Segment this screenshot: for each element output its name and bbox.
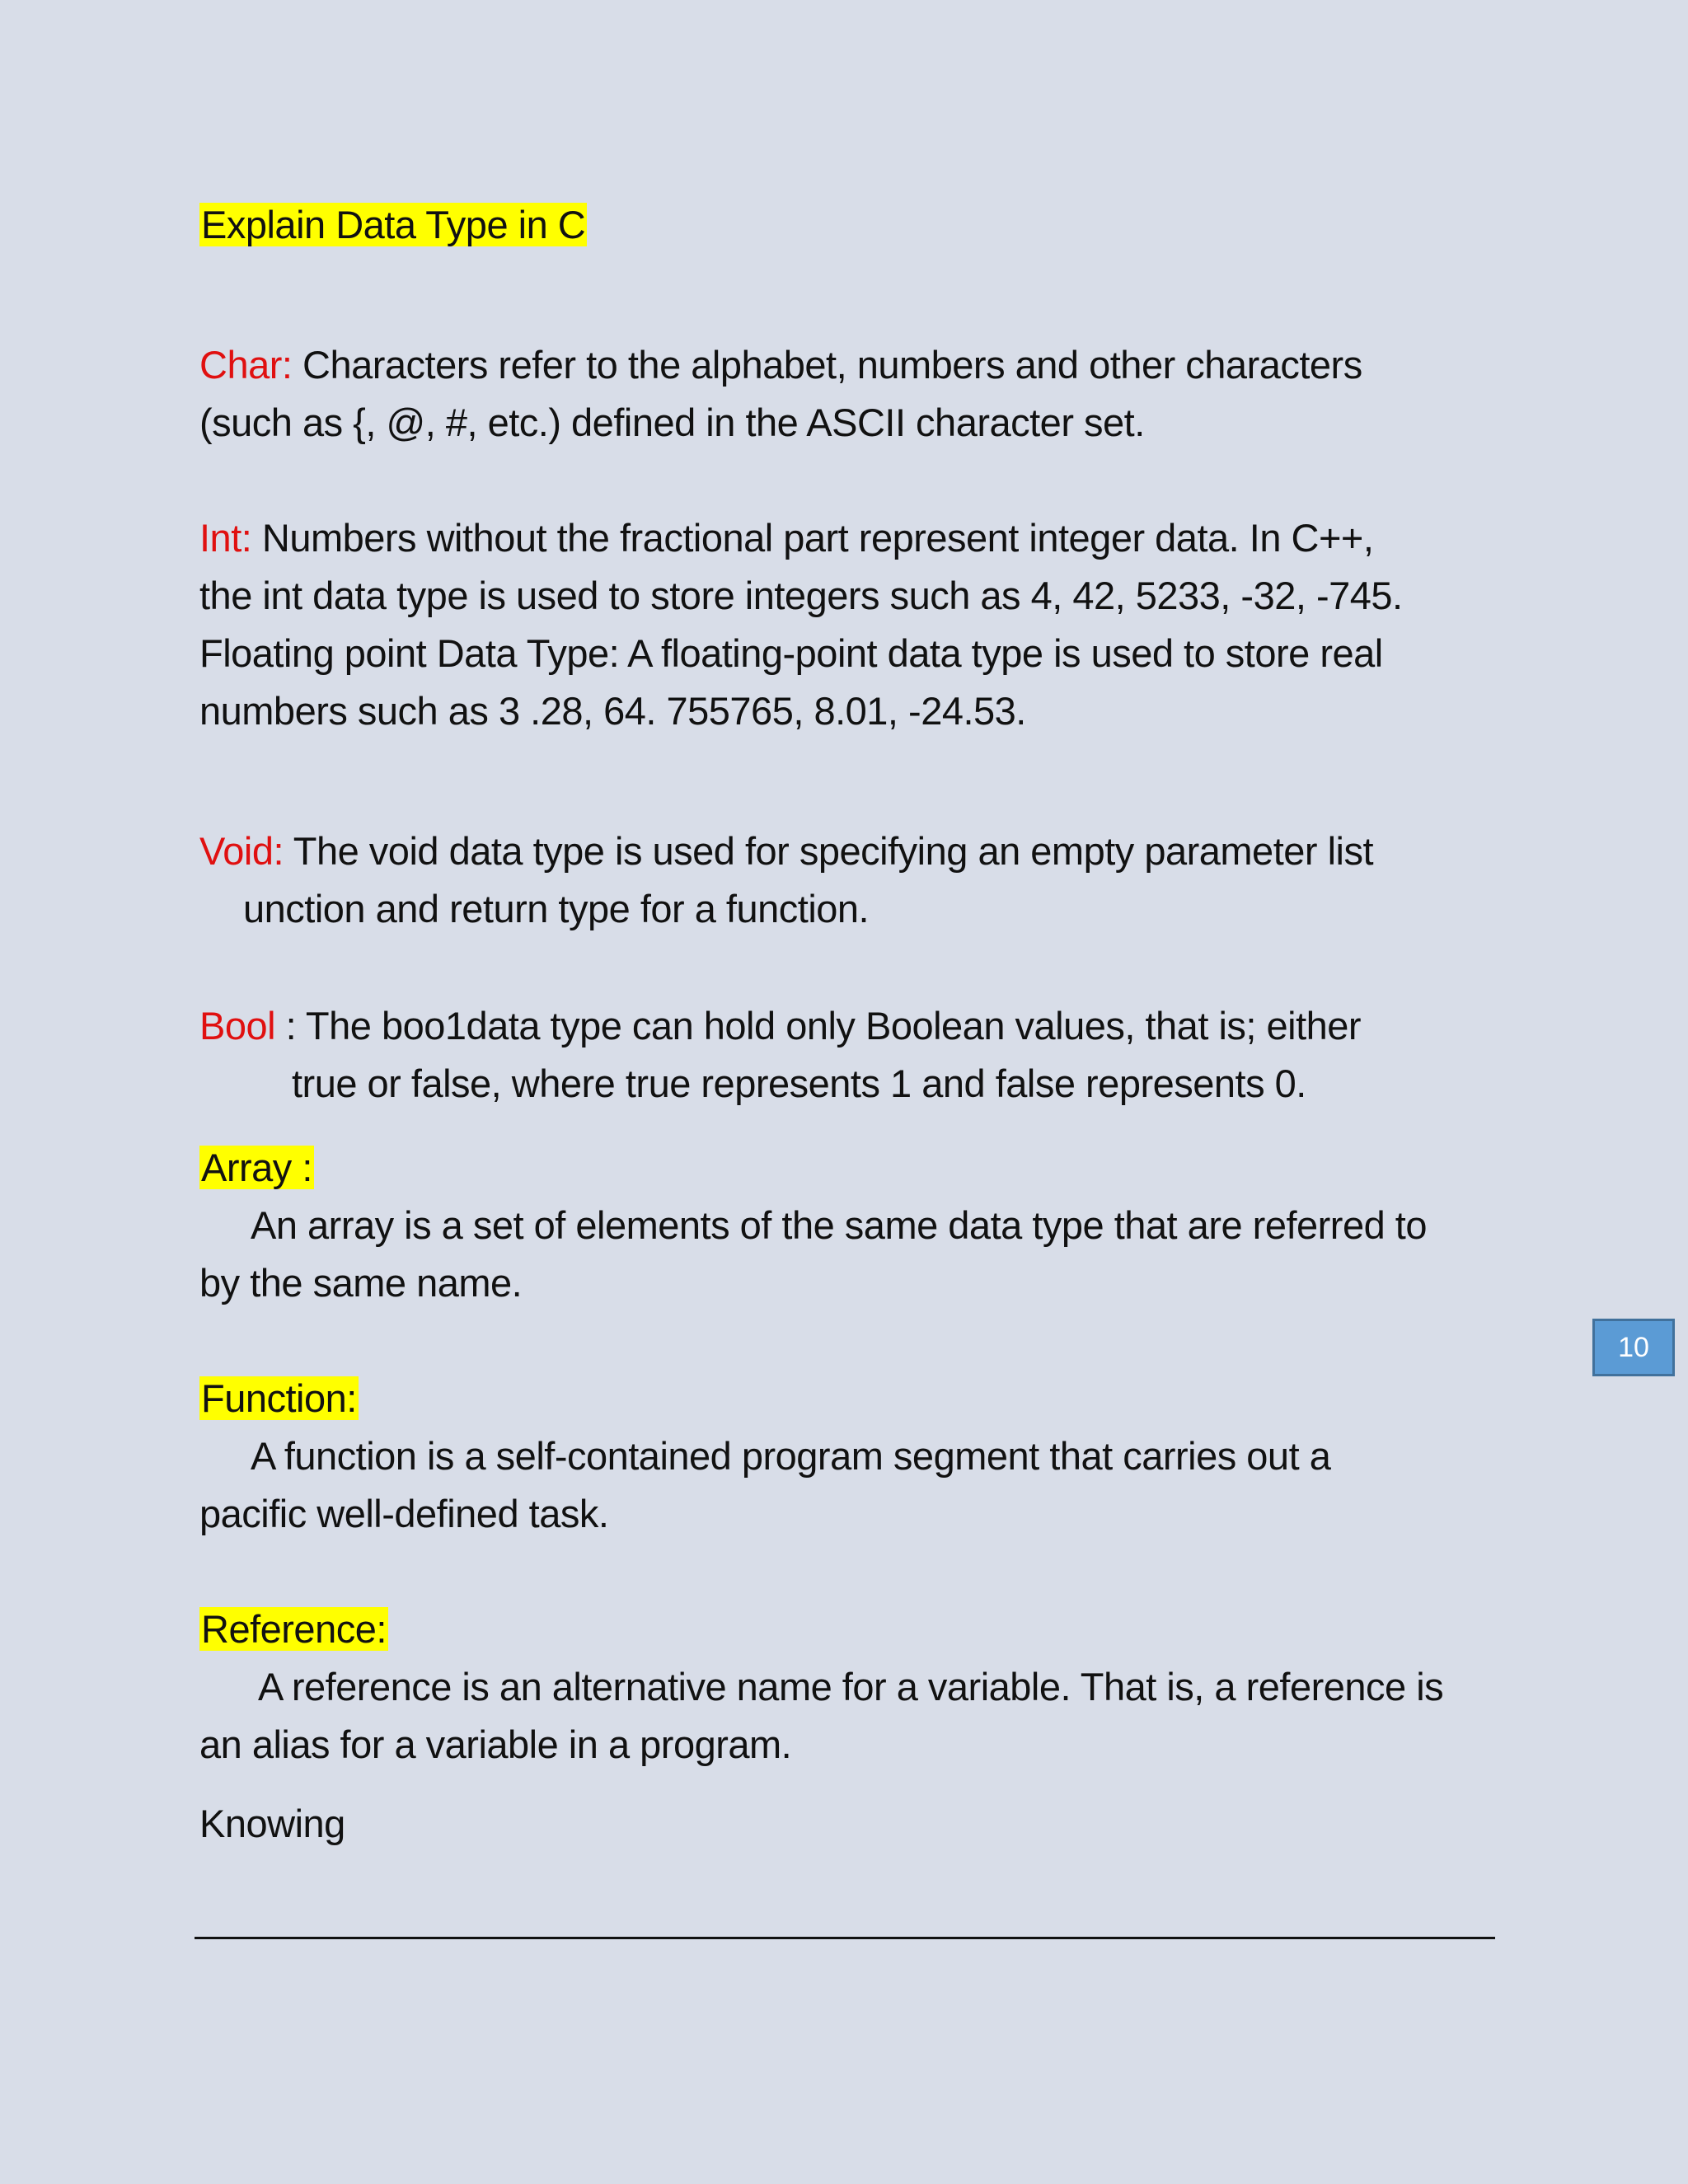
- array-text-2: by the same name.: [199, 1261, 523, 1305]
- page-number-badge: 10: [1592, 1319, 1675, 1376]
- bool-text-2: true or false, where true represents 1 and false represents 0.: [292, 1062, 1306, 1105]
- reference-heading: Reference:: [201, 1607, 387, 1651]
- closing-text: Knowing: [199, 1802, 345, 1845]
- void-line-1: [199, 823, 1373, 880]
- reference-text-1: A reference is an alternative name for a variable. That is, a reference is: [258, 1665, 1444, 1708]
- array-line-1: [251, 1197, 1427, 1254]
- void-term: Void:: [199, 829, 284, 873]
- char-text-2: (such as {, @, #, etc.) defined in the ASCII character set.: [199, 401, 1145, 444]
- closing-line: [199, 1795, 345, 1853]
- array-text-1: An array is a set of elements of the same data type that are referred to: [251, 1203, 1427, 1247]
- void-text-1: The void data type is used for specifying an empty parameter list: [284, 829, 1374, 873]
- int-line-3: [199, 625, 1383, 682]
- int-text-2: the int data type is used to store integers such as 4, 42, 5233, -32, -745.: [199, 574, 1403, 617]
- function-line-2: [199, 1485, 608, 1543]
- function-text-2: pacific well-defined task.: [199, 1492, 609, 1535]
- char-term: Char:: [199, 343, 293, 387]
- int-text-1: Numbers without the fractional part represent integer data. In C++,: [251, 516, 1374, 560]
- function-heading-line: [199, 1370, 359, 1427]
- array-heading-line: [199, 1139, 314, 1197]
- function-text-1: A function is a self-contained program segment that carries out a: [251, 1434, 1331, 1478]
- bool-text-1: : The boo1data type can hold only Boolean values, that is; either: [275, 1004, 1362, 1047]
- reference-heading-line: [199, 1601, 388, 1658]
- page-heading-line: [199, 196, 587, 254]
- reference-line-1: [258, 1658, 1443, 1716]
- footer-divider: [195, 1937, 1495, 1939]
- function-heading: Function:: [201, 1376, 357, 1420]
- array-line-2: [199, 1254, 522, 1312]
- bool-term: Bool: [199, 1004, 276, 1047]
- void-text-2: unction and return type for a function.: [243, 887, 870, 930]
- int-text-4: numbers such as 3 .28, 64. 755765, 8.01, -24.53.: [199, 689, 1026, 733]
- page-heading: Explain Data Type in C: [201, 203, 586, 246]
- array-heading: Array :: [201, 1146, 312, 1189]
- bool-line-1: [199, 997, 1361, 1055]
- char-line-1: [199, 336, 1362, 394]
- function-line-1: [251, 1427, 1330, 1485]
- int-line-1: [199, 509, 1373, 567]
- int-line-4: [199, 682, 1026, 740]
- int-text-3: Floating point Data Type: A floating-point data type is used to store real: [199, 631, 1383, 675]
- bool-line-2: [292, 1055, 1306, 1113]
- char-line-2: [199, 394, 1145, 452]
- void-line-2: [243, 880, 869, 938]
- reference-line-2: [199, 1716, 791, 1774]
- int-term: Int:: [199, 516, 252, 560]
- int-line-2: [199, 567, 1403, 625]
- reference-text-2: an alias for a variable in a program.: [199, 1722, 792, 1766]
- char-text-1: Characters refer to the alphabet, numbers and other characters: [292, 343, 1362, 387]
